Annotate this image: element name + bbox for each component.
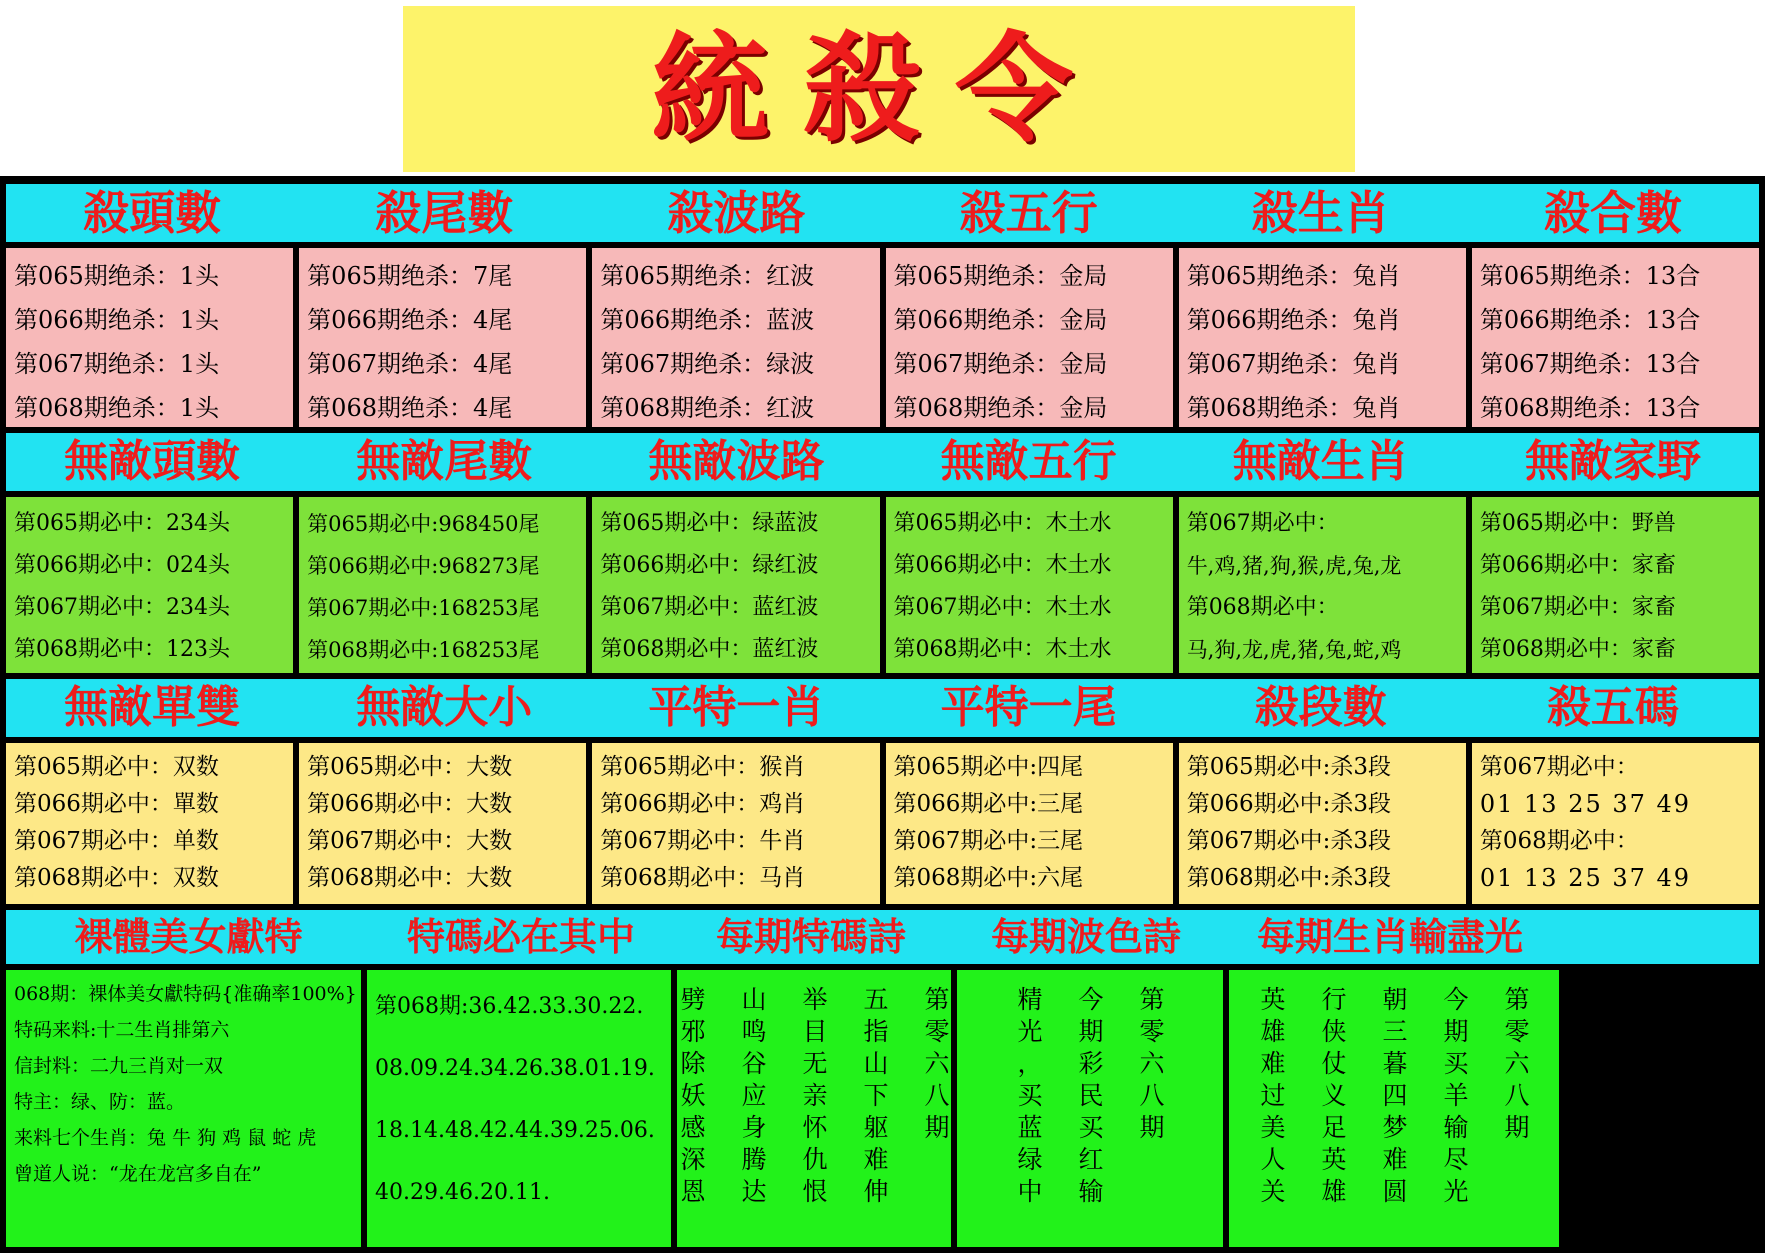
list-item: 第067期必中：蓝红波 (600, 595, 819, 620)
band-label: 裸體美女獻特 (74, 915, 303, 959)
poem-column: 第 零 六 八 期 (924, 985, 950, 1142)
poem-row (6, 970, 1759, 1247)
band-label: 殺合數 (1543, 186, 1682, 240)
list-item: 第067期必中：234头 (14, 595, 230, 620)
poem-column: 今 期 彩 民 买 红 输 (1078, 985, 1104, 1206)
kill-five-cell (1472, 743, 1759, 904)
list-item: 第068期必中:杀3段 (1186, 865, 1391, 891)
poem-column: 五 指 山 下 躯 难 伸 (863, 985, 889, 1206)
tail-number-cell (299, 497, 586, 673)
list-item: 01 13 25 37 49 (1479, 790, 1692, 818)
header-band-poems (6, 910, 1759, 964)
band-label: 殺五行 (959, 186, 1098, 240)
list-item: 第068期绝杀：金局 (893, 394, 1108, 422)
header-band-special (6, 679, 1759, 737)
list-item: 第068期必中:168253尾 (307, 638, 540, 662)
list-item: 第065期绝杀：红波 (600, 262, 815, 290)
list-item: 第067期必中：单数 (14, 828, 219, 854)
list-item: 01 13 25 37 49 (1479, 864, 1692, 892)
list-item: 第066期必中：024头 (14, 553, 230, 578)
odd-even-cell (6, 743, 293, 904)
list-item: 第066期必中:三尾 (893, 791, 1084, 817)
list-item: 第068期必中：马肖 (600, 865, 806, 891)
list-item: 第066期必中：绿红波 (600, 553, 819, 578)
list-item: 牛,鸡,猪,狗,猴,虎,兔,龙 (1186, 554, 1402, 578)
band-label: 無敵波路 (648, 436, 825, 487)
list-item: 第065期必中：234头 (14, 511, 230, 536)
list-item: 第068期必中：大数 (307, 865, 513, 891)
list-item: 第067期绝杀：绿波 (600, 350, 815, 378)
list-item: 特码来料:十二生肖排第六 (14, 1019, 230, 1041)
band-label: 殺尾數 (375, 186, 514, 240)
poem-special-cell (677, 970, 951, 1247)
header-band-invincible (6, 433, 1759, 491)
list-item: 第068期绝杀：4尾 (307, 394, 513, 422)
list-item: 第067期绝杀：金局 (893, 350, 1108, 378)
poem-column: 英 雄 难 过 美 人 关 (1260, 985, 1286, 1206)
list-item: 第068期必中： (1479, 828, 1639, 854)
list-item: 第067期绝杀：4尾 (307, 350, 513, 378)
list-item: 第066期必中:968273尾 (307, 554, 540, 578)
poem-column: 精 光 ， 买 蓝 绿 中 (1017, 985, 1043, 1206)
list-item: 第067期必中： (1479, 754, 1639, 780)
list-item: 第067期必中：家畜 (1479, 595, 1676, 620)
poem-column: 朝 三 暮 四 梦 难 圆 (1382, 985, 1408, 1206)
kill-head-cell (6, 248, 293, 427)
list-item: 马,狗,龙,虎,猪,兔,蛇,鸡 (1186, 638, 1402, 662)
list-item: 第065期绝杀：金局 (893, 262, 1108, 290)
list-item: 第068期绝杀：红波 (600, 394, 815, 422)
band-label: 殺生肖 (1251, 186, 1390, 240)
list-item: 40.29.46.20.11. (375, 1180, 550, 1205)
list-item: 第068期必中： (1186, 595, 1339, 620)
list-item: 第068期:36.42.33.30.22. (375, 994, 644, 1019)
list-item: 第068期必中：123头 (14, 637, 230, 662)
band-label: 無敵生肖 (1232, 436, 1409, 487)
list-item: 第066期必中:杀3段 (1186, 791, 1391, 817)
list-item: 第067期必中:168253尾 (307, 596, 540, 620)
list-item: 第068期必中：家畜 (1479, 637, 1676, 662)
list-item: 第066期绝杀：13合 (1479, 306, 1701, 334)
list-item: 第068期必中：双数 (14, 865, 219, 891)
special-row (6, 743, 1759, 904)
head-number-cell (6, 497, 293, 673)
poem-column: 劈 邪 除 妖 感 深 恩 (680, 985, 706, 1206)
poem-column: 举 目 无 亲 怀 仇 恨 (802, 985, 828, 1206)
list-item: 08.09.24.34.26.38.01.19. (375, 1056, 655, 1081)
poem-column: 第 零 六 八 期 (1139, 985, 1165, 1142)
band-label: 無敵大小 (356, 682, 533, 733)
list-item: 第065期绝杀：1头 (14, 262, 220, 290)
list-item: 第068期必中:六尾 (893, 865, 1084, 891)
list-item: 信封料：二九三肖对一双 (14, 1055, 224, 1077)
poem-column: 行 侠 仗 义 足 英 雄 (1321, 985, 1347, 1206)
band-label: 無敵單雙 (64, 682, 241, 733)
band-label: 殺波路 (667, 186, 806, 240)
list-item: 第065期必中：木土水 (893, 511, 1112, 536)
title-banner (403, 6, 1355, 172)
list-item: 第067期必中：牛肖 (600, 828, 806, 854)
band-label: 特碼必在其中 (406, 915, 635, 959)
kill-zodiac-cell (1179, 248, 1466, 427)
band-label: 無敵五行 (940, 436, 1117, 487)
list-item: 18.14.48.42.44.39.25.06. (375, 1118, 655, 1143)
band-label: 每期特碼詩 (715, 915, 906, 959)
page-title: 統殺令 (650, 20, 1107, 158)
kill-sum-cell (1472, 248, 1759, 427)
list-item: 第066期必中：家畜 (1479, 553, 1676, 578)
header-band-kill (6, 184, 1759, 242)
list-item: 第065期必中：绿蓝波 (600, 511, 819, 536)
list-item: 曾道人说：“龙在龙宫多自在” (14, 1163, 262, 1185)
band-label: 殺五碼 (1546, 682, 1679, 733)
info-cell (6, 970, 361, 1247)
poem-column: 今 期 买 羊 输 尽 光 (1443, 985, 1469, 1206)
kill-tail-cell (299, 248, 586, 427)
list-item: 来料七个生肖：兔 牛 狗 鸡 鼠 蛇 虎 (14, 1127, 317, 1149)
domestic-wild-cell (1472, 497, 1759, 673)
main-grid (0, 176, 1765, 1253)
poem-column: 第 零 六 八 期 (1504, 985, 1530, 1142)
list-item: 第067期必中： (1186, 511, 1339, 536)
band-label: 每期生肖輸盡光 (1256, 915, 1523, 959)
invincible-row (6, 497, 1759, 673)
list-item: 第066期绝杀：蓝波 (600, 306, 815, 334)
poem-zodiac-cell (1229, 970, 1559, 1247)
band-label: 平特一肖 (648, 682, 825, 733)
list-item: 第068期绝杀：兔肖 (1186, 394, 1401, 422)
list-item: 第067期绝杀：13合 (1479, 350, 1701, 378)
list-item: 特主：绿、防：蓝。 (14, 1091, 186, 1113)
list-item: 第065期必中：野兽 (1479, 511, 1676, 536)
kill-element-cell (886, 248, 1173, 427)
band-label: 無敵尾數 (356, 436, 533, 487)
list-item: 第066期必中：大数 (307, 791, 513, 817)
list-item: 第065期必中:968450尾 (307, 512, 540, 536)
list-item: 第066期必中：單数 (14, 791, 219, 817)
list-item: 第065期必中:四尾 (893, 754, 1084, 780)
list-item: 第066期绝杀：金局 (893, 306, 1108, 334)
list-item: 第068期必中：蓝红波 (600, 637, 819, 662)
kill-row (6, 248, 1759, 427)
list-item: 第065期必中:杀3段 (1186, 754, 1391, 780)
kill-wave-cell (592, 248, 879, 427)
band-label: 殺頭數 (83, 186, 222, 240)
wave-cell (592, 497, 879, 673)
band-label: 每期波色詩 (990, 915, 1181, 959)
zodiac-cell (1179, 497, 1466, 673)
list-item: 第066期绝杀：1头 (14, 306, 220, 334)
element-cell (886, 497, 1173, 673)
poem-column: 山 鸣 谷 应 身 腾 达 (741, 985, 767, 1206)
list-item: 第067期必中:杀3段 (1186, 828, 1391, 854)
list-item: 第065期绝杀：7尾 (307, 262, 513, 290)
list-item: 068期：裸体美女獻特码{准确率100%} (14, 983, 357, 1005)
band-label: 無敵頭數 (64, 436, 241, 487)
band-label: 無敵家野 (1524, 436, 1701, 487)
list-item: 第065期必中：猴肖 (600, 754, 806, 780)
list-item: 第067期必中：大数 (307, 828, 513, 854)
list-item: 第066期绝杀：4尾 (307, 306, 513, 334)
flat-zodiac-cell (592, 743, 879, 904)
list-item: 第065期绝杀：兔肖 (1186, 262, 1401, 290)
list-item: 第065期绝杀：13合 (1479, 262, 1701, 290)
list-item: 第066期绝杀：兔肖 (1186, 306, 1401, 334)
big-small-cell (299, 743, 586, 904)
list-item: 第066期必中：木土水 (893, 553, 1112, 578)
band-label: 平特一尾 (940, 682, 1117, 733)
flat-tail-cell (886, 743, 1173, 904)
list-item: 第068期必中：木土水 (893, 637, 1112, 662)
list-item: 第067期必中：木土水 (893, 595, 1112, 620)
list-item: 第067期绝杀：兔肖 (1186, 350, 1401, 378)
list-item: 第067期必中:三尾 (893, 828, 1084, 854)
list-item: 第065期必中：双数 (14, 754, 219, 780)
poem-wave-cell (957, 970, 1223, 1247)
kill-segment-cell (1179, 743, 1466, 904)
list-item: 第068期绝杀：1头 (14, 394, 220, 422)
list-item: 第066期必中：鸡肖 (600, 791, 806, 817)
numbers-cell (367, 970, 671, 1247)
band-label: 殺段數 (1254, 682, 1387, 733)
list-item: 第067期绝杀：1头 (14, 350, 220, 378)
list-item: 第065期必中：大数 (307, 754, 513, 780)
list-item: 第068期绝杀：13合 (1479, 394, 1701, 422)
